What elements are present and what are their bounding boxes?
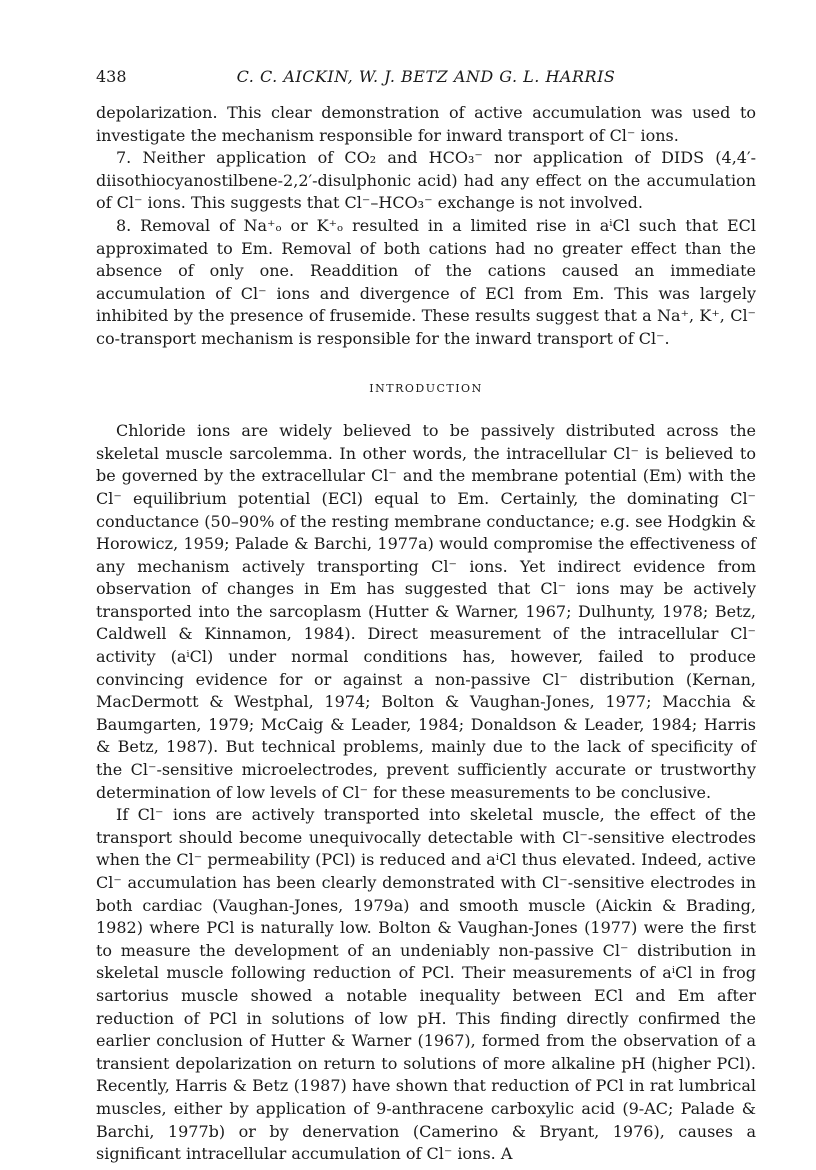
intro-paragraph-1: Chloride ions are widely believed to be passively distributed across the skeletal muscle sarcolemma. In other words, the intracellular Cl⁻ is believed to be governed by the extracellular Cl⁻ and the membrane potential (Em) with the Cl⁻ equilibrium potential (ECl) equal to Em. Certainly, the dominating Cl⁻ conductance (50–90% of the resting membrane conductance; e.g. see Hodgkin & Horowicz, 1959; Palade & Barchi, 1977a) would compromise the effectiveness of any mechanism actively transporting Cl⁻ ions. Yet indirect evidence from observation of changes in Em has suggested that Cl⁻ ions may be actively transported into the sarcoplasm (Hutter & Warner, 1967; Dulhunty, 1978; Betz, Caldwell & Kinnamon, 1984). Direct measurement of the intracellular Cl⁻ activity (aⁱCl) under normal conditions has, however, failed to produce convincing evidence for or against a non-passive Cl⁻ distribution (Kernan, MacDermott & Westphal, 1974; Bolton & Vaughan-Jones, 1977; Macchia & Baumgarten, 1979; McCaig & Leader, 1984; Donaldson & Leader, 1984; Harris & Betz, 1987). But technical problems, mainly due to the lack of specificity of the Cl⁻-sensitive microelectrodes, prevent sufficiently accurate or trustworthy determination of low levels of Cl⁻ for these measurements to be conclusive. bbox=[96, 421, 756, 802]
section-heading: INTRODUCTION bbox=[369, 381, 483, 395]
page-number: 438 bbox=[96, 67, 127, 86]
introduction-body bbox=[96, 420, 756, 1166]
summary-point-8: 8. Removal of Na⁺ₒ or K⁺ₒ resulted in a limited rise in aⁱCl such that ECl approximated to Em. Removal of both cations had no greater effect than the absence of only one. Readdition of the cations caused an immediate accumulation of Cl⁻ ions and divergence of ECl from Em. This was largely inhibited by the presence of frusemide. These results suggest that a Na⁺, K⁺, Cl⁻ co-transport mechanism is responsible for the inward transport of Cl⁻. bbox=[96, 215, 756, 348]
summary-point-7: 7. Neither application of CO₂ and HCO₃⁻ nor application of DIDS (4,4′-diisothiocyanostilbene-2,2′-disulphonic acid) had any effect on the accumulation of Cl⁻ ions. This suggests that Cl⁻–HCO₃⁻ exchange is not involved. bbox=[96, 148, 756, 213]
intro-paragraph-2: If Cl⁻ ions are actively transported into skeletal muscle, the effect of the transport should become unequivocally detectable with Cl⁻-sensitive electrodes when the Cl⁻ permeability (PCl) is reduced and aⁱCl thus elevated. Indeed, active Cl⁻ accumulation has been clearly demonstrated with Cl⁻-sensitive electrodes in both cardiac (Vaughan-Jones, 1979a) and smooth muscle (Aickin & Brading, 1982) where PCl is naturally low. Bolton & Vaughan-Jones (1977) were the first to measure the development of an undeniably non-passive Cl⁻ distribution in skeletal muscle following reduction of PCl. Their measurements of aⁱCl in frog sartorius muscle showed a notable inequality between ECl and Em after reduction of PCl in solutions of low pH. This finding directly confirmed the earlier conclusion of Hutter & Warner (1967), formed from the observation of a transient depolarization on return to solutions of more alkaline pH (higher PCl). Recently, Harris & Betz (1987) have shown that reduction of PCl in rat lumbrical muscles, either by application of 9-anthracene carboxylic acid (9-AC; Palade & Barchi, 1977b) or by denervation (Camerino & Bryant, 1976), causes a significant intracellular accumulation of Cl⁻ ions. A bbox=[96, 805, 756, 1164]
summary-continuation: depolarization. This clear demonstration of active accumulation was used to investigate the mechanism responsible for inward transport of Cl⁻ ions. bbox=[96, 103, 756, 145]
summary-block bbox=[96, 102, 756, 351]
journal-page bbox=[96, 66, 756, 1166]
running-title: C. C. AICKIN, W. J. BETZ AND G. L. HARRIS bbox=[236, 67, 616, 86]
running-head bbox=[96, 66, 756, 90]
